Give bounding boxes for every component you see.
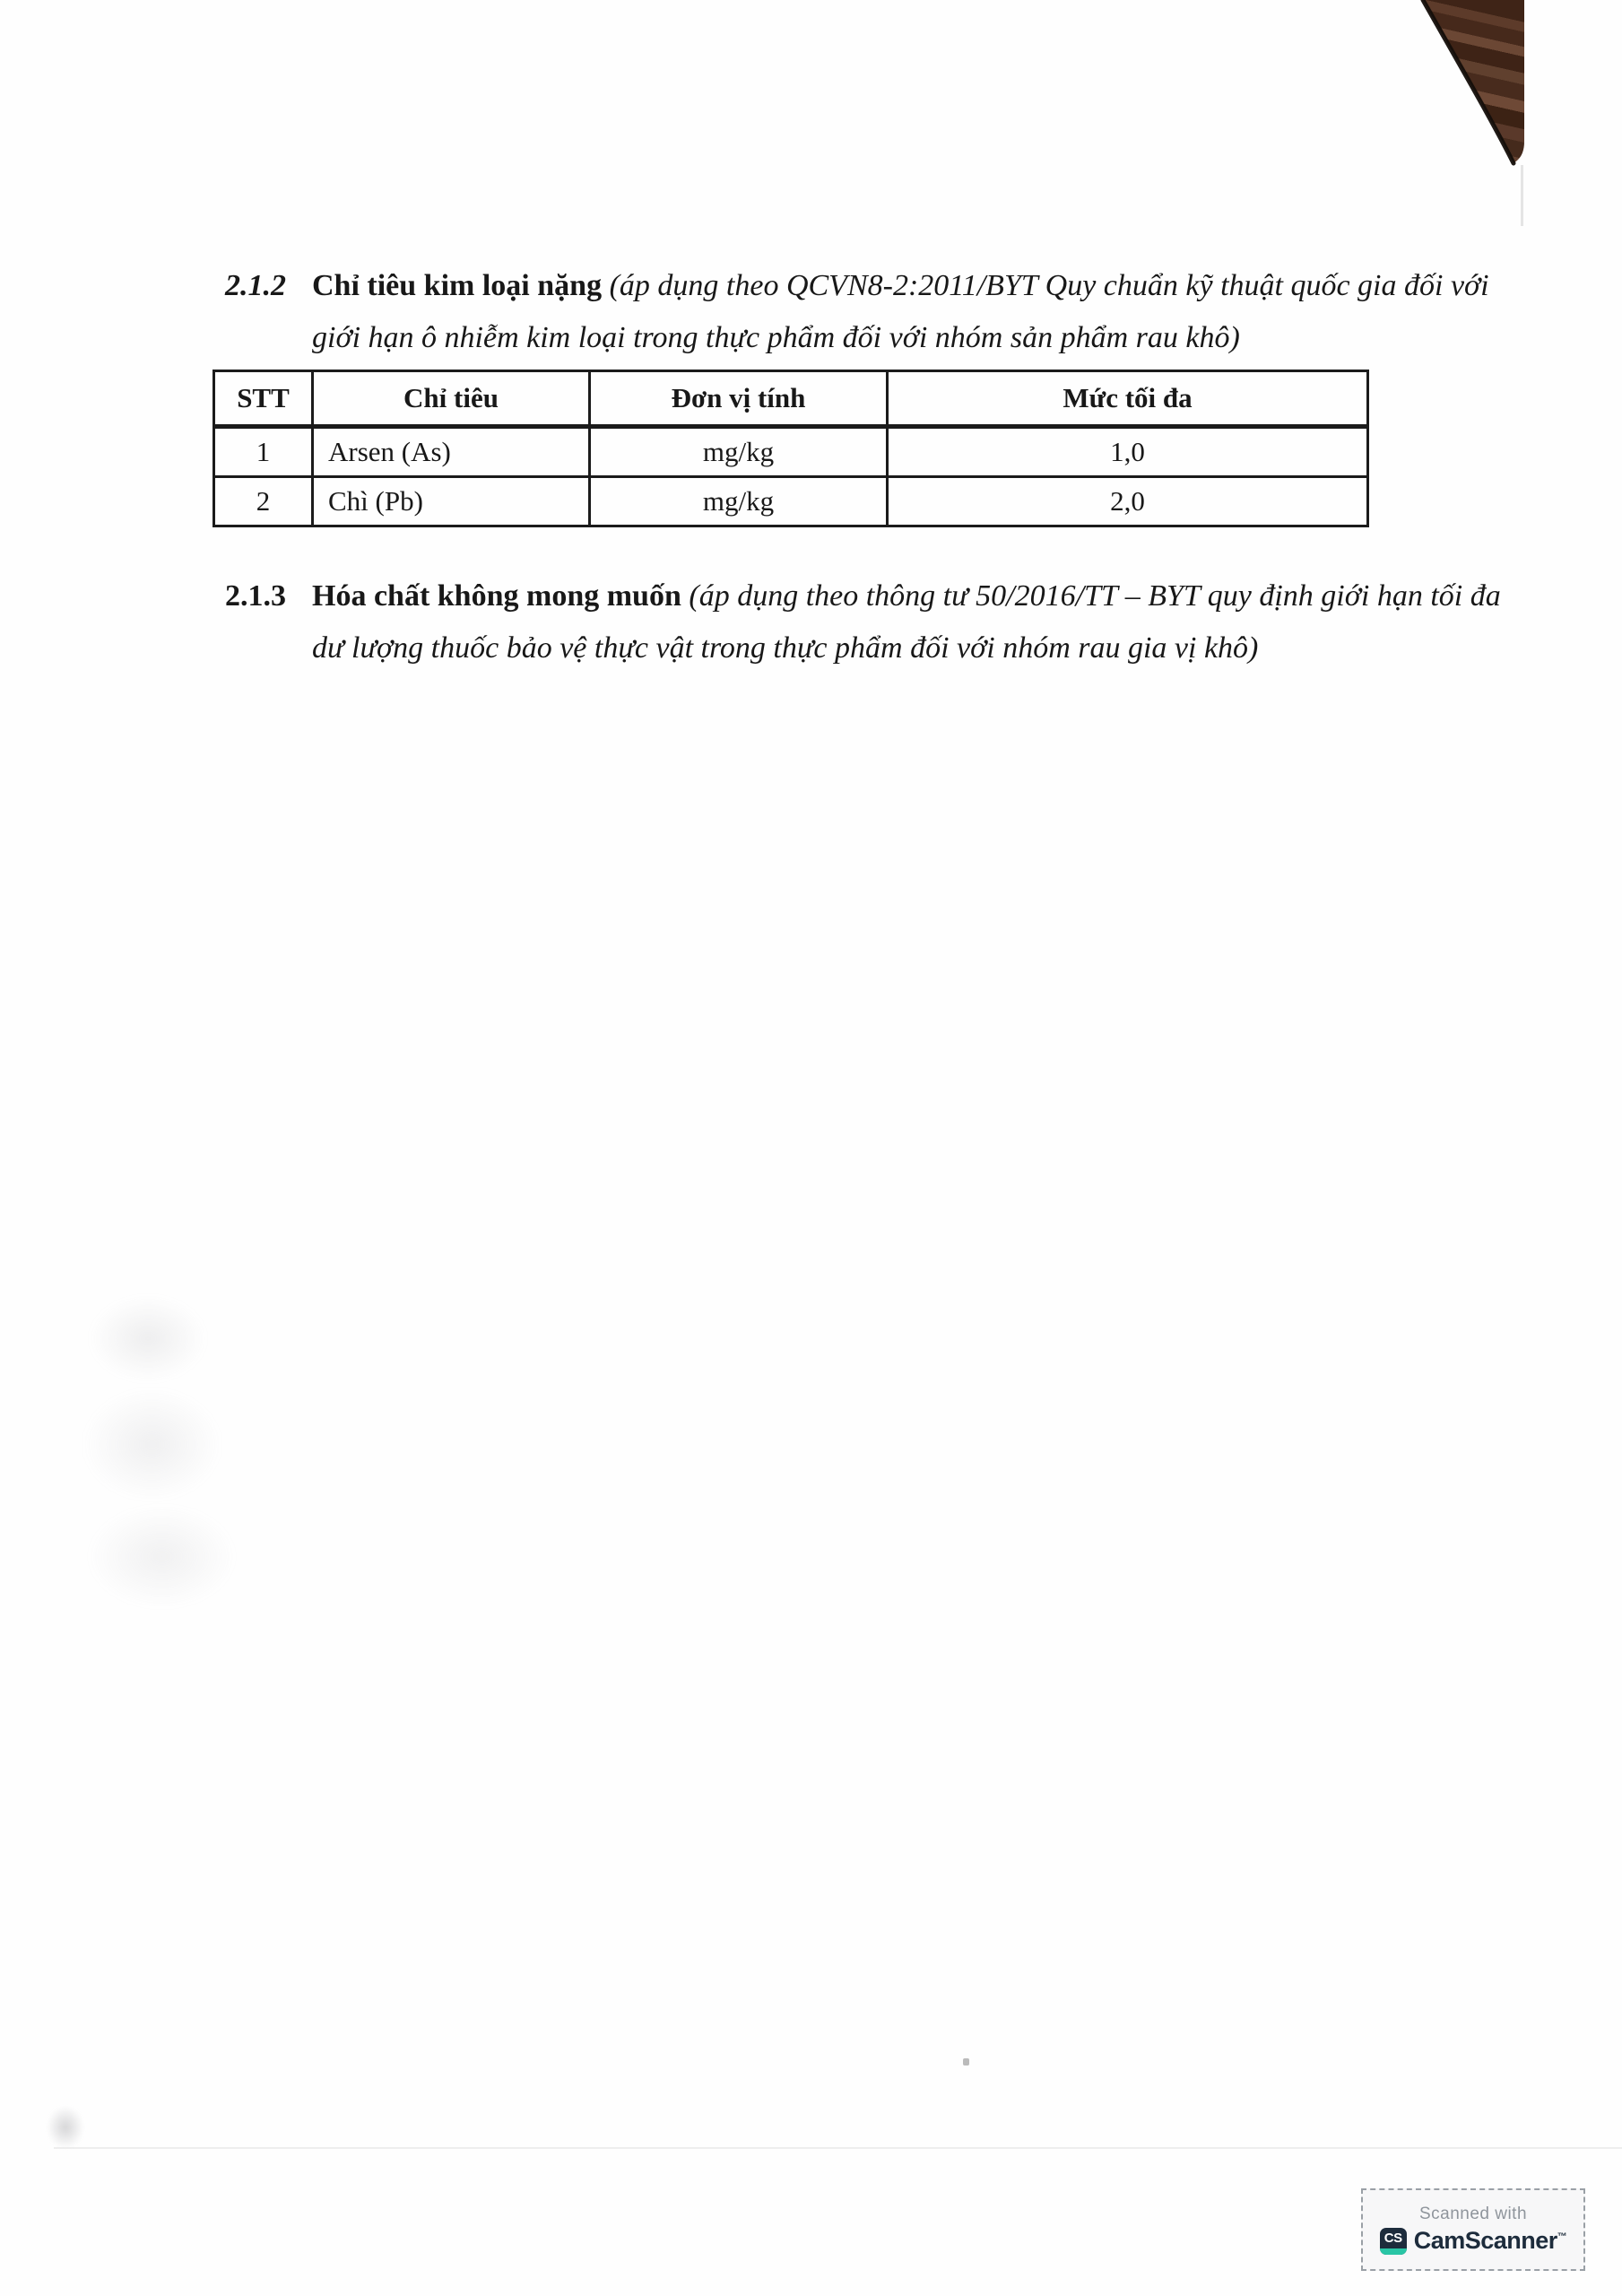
- scan-smudge: [90, 1296, 206, 1381]
- table-row: [214, 477, 1368, 526]
- section-number: 2.1.2: [225, 269, 286, 302]
- column-header-stt: STT: [214, 371, 313, 427]
- section-line: [312, 622, 1501, 674]
- table-cell: mg/kg: [590, 477, 888, 526]
- scan-wood-corner-artifact: [1417, 0, 1529, 166]
- scan-fold-shadow: [54, 2147, 1622, 2149]
- section-note: (áp dụng theo QCVN8-2:2011/BYT Quy chuẩn kỹ thuật quốc gia đối với: [609, 269, 1489, 302]
- table-cell: 1,0: [888, 427, 1368, 477]
- section-title: Hóa chất không mong muốn: [312, 579, 681, 613]
- scan-smudge: [47, 2106, 84, 2149]
- camscanner-brand-row: [1380, 2227, 1567, 2255]
- column-header-chi-tieu: Chỉ tiêu: [313, 371, 590, 427]
- section-line: [312, 312, 1489, 364]
- column-header-don-vi-tinh: Đơn vị tính: [590, 371, 888, 427]
- camscanner-brand-name: [1414, 2227, 1567, 2255]
- section-note: (áp dụng theo thông tư 50/2016/TT – BYT quy định giới hạn tối đa: [689, 579, 1501, 613]
- table-cell: Chì (Pb): [313, 477, 590, 526]
- table-header-row: [214, 371, 1368, 427]
- section-number: 2.1.3: [225, 579, 286, 613]
- table-cell: 2: [214, 477, 313, 526]
- scan-speck: [963, 2058, 969, 2066]
- camscanner-logo-teal-bar: [1380, 2248, 1407, 2255]
- section-title: Chỉ tiêu kim loại nặng: [312, 269, 603, 302]
- table-cell: mg/kg: [590, 427, 888, 477]
- section-line: [225, 260, 1489, 312]
- scanned-with-label: Scanned with: [1418, 2205, 1528, 2223]
- section-note: dư lượng thuốc bảo vệ thực vật trong thực phẩm đối với nhóm rau gia vị khô): [312, 631, 1259, 665]
- camscanner-badge: [1361, 2188, 1585, 2271]
- table-cell: 2,0: [888, 477, 1368, 526]
- table-cell: Arsen (As): [313, 427, 590, 477]
- section-line: [225, 570, 1501, 622]
- table-row: [214, 427, 1368, 477]
- scan-edge-line: [1521, 165, 1523, 226]
- heavy-metals-table: [213, 370, 1369, 527]
- camscanner-logo-icon: [1380, 2228, 1407, 2255]
- section-2-1-3: [225, 570, 1501, 674]
- section-note: giới hạn ô nhiễm kim loại trong thực phẩm đối với nhóm sản phẩm rau khô): [312, 321, 1240, 354]
- column-header-muc-toi-da: Mức tối đa: [888, 371, 1368, 427]
- trademark-symbol: ™: [1557, 2231, 1567, 2242]
- table-cell: 1: [214, 427, 313, 477]
- scan-smudge: [88, 1505, 236, 1608]
- scan-smudge: [82, 1388, 221, 1500]
- camscanner-wordmark: CamScanner: [1413, 2227, 1557, 2254]
- camscanner-logo-letters: CS: [1383, 2231, 1402, 2246]
- section-2-1-2: [225, 260, 1489, 364]
